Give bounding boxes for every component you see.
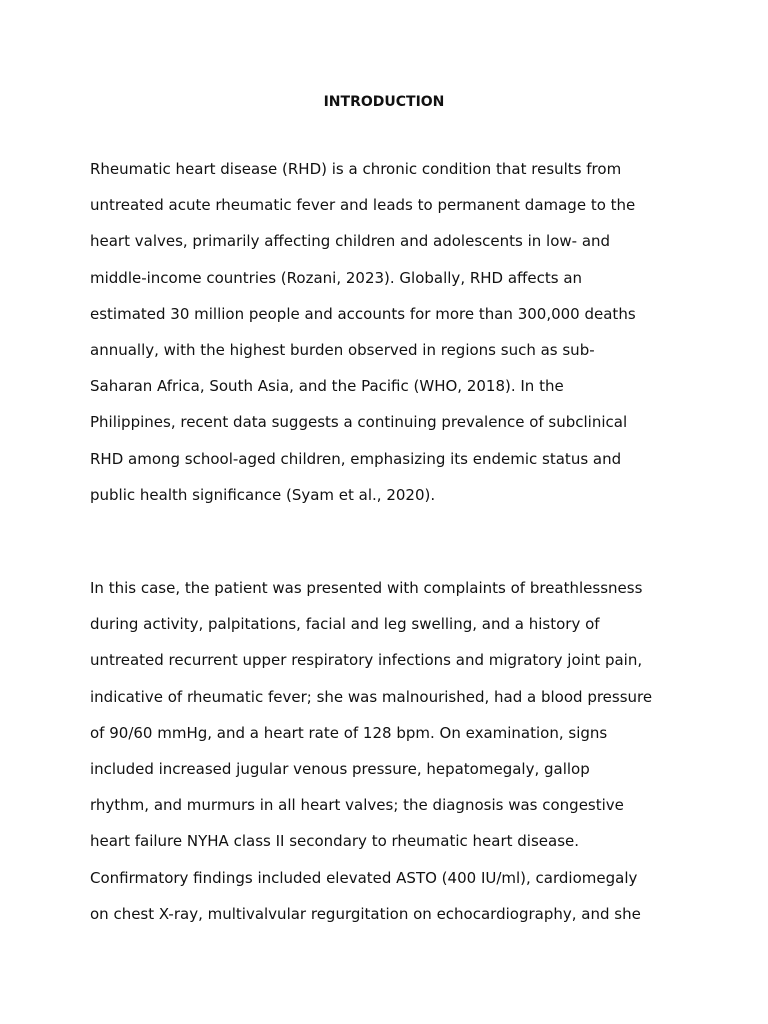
text-line: of 90/60 mmHg, and a heart rate of 128 bpm. On examination, signs <box>90 723 608 742</box>
text-line: public health significance (Syam et al., 2020). <box>90 485 436 504</box>
text-line: indicative of rheumatic fever; she was malnourished, had a blood pressure <box>90 687 653 706</box>
text-line: Philippines, recent data suggests a continuing prevalence of subclinical <box>90 413 628 432</box>
paragraph-rhd-background <box>90 151 690 513</box>
text-line: included increased jugular venous pressure, hepatomegaly, gallop <box>90 759 590 778</box>
text-line: middle-income countries (Rozani, 2023). Globally, RHD affects an <box>90 268 583 287</box>
text-line: heart failure NYHA class II secondary to rheumatic heart disease. <box>90 832 580 851</box>
paragraph-case-presentation <box>90 570 690 932</box>
text-line: on chest X-ray, multivalvular regurgitation on echocardiography, and she <box>90 904 641 923</box>
text-line: during activity, palpitations, facial and leg swelling, and a history of <box>90 615 600 634</box>
text-line: In this case, the patient was presented with complaints of breathlessness <box>90 579 643 597</box>
text-line: Confirmatory findings included elevated ASTO (400 IU/ml), cardiomegaly <box>90 868 638 887</box>
section-heading: INTRODUCTION <box>323 94 445 110</box>
text-line: Rheumatic heart disease (RHD) is a chronic condition that results from <box>90 160 622 178</box>
text-line: untreated recurrent upper respiratory infections and migratory joint pain, <box>90 651 643 670</box>
text-line: estimated 30 million people and accounts for more than 300,000 deaths <box>90 304 636 323</box>
text-line: heart valves, primarily affecting children and adolescents in low- and <box>90 232 611 251</box>
text-line: Saharan Africa, South Asia, and the Pacific (WHO, 2018). In the <box>90 377 564 396</box>
text-line: untreated acute rheumatic fever and leads to permanent damage to the <box>90 196 636 215</box>
text-line: RHD among school-aged children, emphasizing its endemic status and <box>90 449 622 468</box>
text-line: rhythm, and murmurs in all heart valves; the diagnosis was congestive <box>90 796 624 815</box>
text-line: annually, with the highest burden observed in regions such as sub- <box>90 340 595 359</box>
